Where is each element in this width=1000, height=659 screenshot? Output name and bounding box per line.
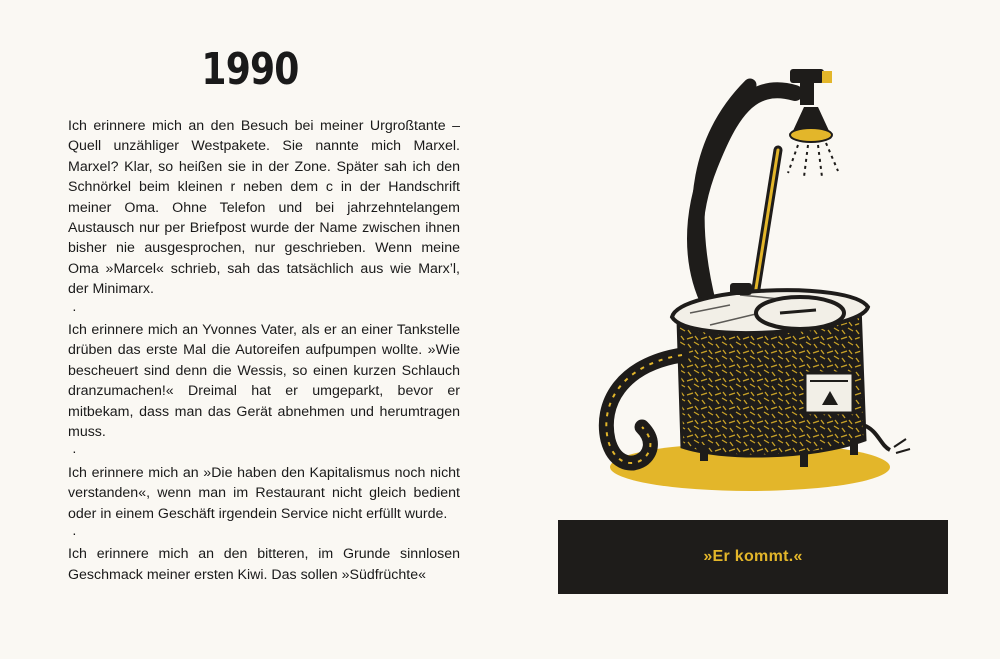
paragraph-separator: ·	[72, 301, 77, 318]
illustration-caption: »Er kommt.«	[703, 548, 803, 565]
paragraph-separator: ·	[72, 444, 77, 461]
paragraph-separator: ·	[72, 526, 77, 543]
memories-text	[68, 116, 460, 585]
memory-paragraph: Ich erinnere mich an den bitteren, im Grunde sinnlosen Geschmack meiner ersten Kiwi. Das sollen »Südfrüchte«	[68, 546, 460, 583]
tire-pump-icon	[560, 55, 950, 505]
page-year-heading: 1990	[201, 44, 299, 95]
caption-box	[558, 520, 948, 594]
memory-paragraph: Ich erinnere mich an den Besuch bei meiner Urgroßtante – Quell unzähliger Westpakete. Sie nannte mich Marxel. Marxel? Klar, so heißen sie in der Zone. Später sah ich den Schnörkel beim kleinen r neben dem c in der Handschrift meiner Oma. Ohne Telefon und bei jahrzehntelangem Austausch nur per Briefpost wurde der Name zwischen ihnen bisher nie ausgesprochen, nur geschrieben. Wenn meine Oma »Marcel« schrieb, sah das tatsächlich aus wie Marx’l, der Minimarx.	[68, 118, 460, 298]
memory-paragraph: Ich erinnere mich an Yvonnes Vater, als er an einer Tankstelle drüben das erste Mal die Autoreifen aufpumpen wollte. »Wie bescheuert sind denn die Wessis, so einen kurzen Schlauch dranzumachen!« Dreimal hat er umgeparkt, bevor er mitbekam, dass man das Gerät abnehmen und herumtragen muss.	[68, 322, 460, 441]
memory-paragraph: Ich erinnere mich an »Die haben den Kapitalismus noch nicht verstanden«, wenn man im Restaurant nicht gleich bedient oder in einem Geschäft irgendein Service nicht erfüllt wurde.	[68, 464, 460, 522]
